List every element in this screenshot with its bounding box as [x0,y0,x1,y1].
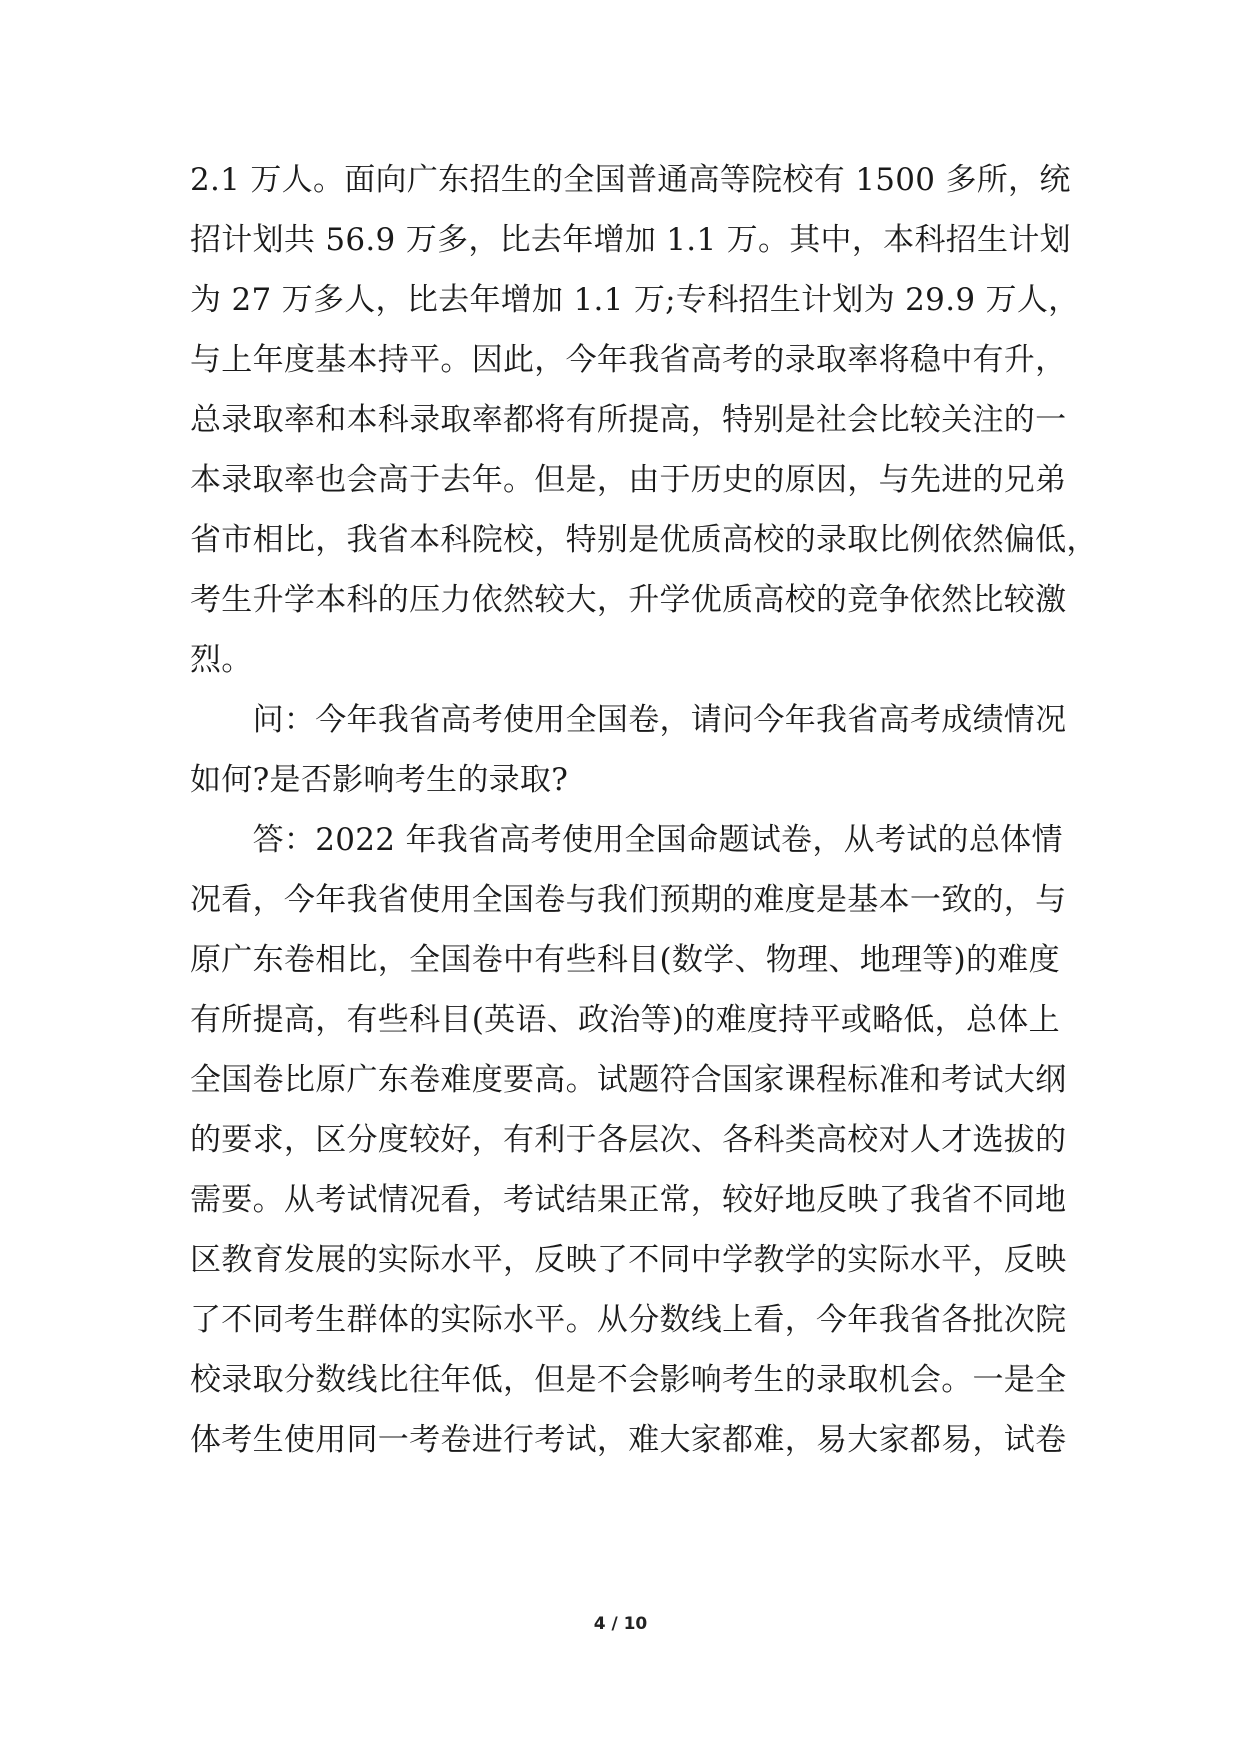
text-line: 体考生使用同一考卷进行考试，难大家都难，易大家都易，试卷 [190,1422,1067,1458]
page-number: 4 / 10 [593,1614,648,1634]
text-line: 全国卷比原广东卷难度要高。试题符合国家课程标准和考试大纲 [190,1062,1067,1098]
text-line: 招计划共 56.9 万多，比去年增加 1.1 万。其中，本科招生计划 [190,222,1071,258]
text-line: 考生升学本科的压力依然较大，升学优质高校的竞争依然比较激 [190,582,1067,618]
text-line: 原广东卷相比，全国卷中有些科目(数学、物理、地理等)的难度 [190,942,1060,978]
text-line: 本录取率也会高于去年。但是，由于历史的原因，与先进的兄弟 [190,462,1067,498]
text-line: 如何?是否影响考生的录取? [190,762,569,798]
text-line: 了不同考生群体的实际水平。从分数线上看，今年我省各批次院 [190,1302,1067,1338]
text-line: 省市相比，我省本科院校，特别是优质高校的录取比例依然偏低， [190,522,1098,558]
text-line: 总录取率和本科录取率都将有所提高，特别是社会比较关注的一 [190,402,1067,438]
text-line: 为 27 万多人，比去年增加 1.1 万;专科招生计划为 29.9 万人， [190,282,1080,318]
text-line: 校录取分数线比往年低，但是不会影响考生的录取机会。一是全 [190,1362,1067,1398]
text-line: 答：2022 年我省高考使用全国命题试卷，从考试的总体情 [190,822,1063,858]
text-line: 况看，今年我省使用全国卷与我们预期的难度是基本一致的，与 [190,882,1067,918]
text-line: 烈。 [190,642,253,678]
text-line: 与上年度基本持平。因此，今年我省高考的录取率将稳中有升， [190,342,1067,378]
text-line: 问：今年我省高考使用全国卷，请问今年我省高考成绩情况 [190,702,1067,738]
text-line: 有所提高，有些科目(英语、政治等)的难度持平或略低，总体上 [190,1002,1060,1038]
text-line: 的要求，区分度较好，有利于各层次、各科类高校对人才选拔的 [190,1122,1067,1158]
text-line: 2.1 万人。面向广东招生的全国普通高等院校有 1500 多所，统 [190,162,1071,198]
body-text [190,150,1098,1470]
text-line: 区教育发展的实际水平，反映了不同中学教学的实际水平，反映 [190,1242,1067,1278]
text-line: 需要。从考试情况看，考试结果正常，较好地反映了我省不同地 [190,1182,1067,1218]
